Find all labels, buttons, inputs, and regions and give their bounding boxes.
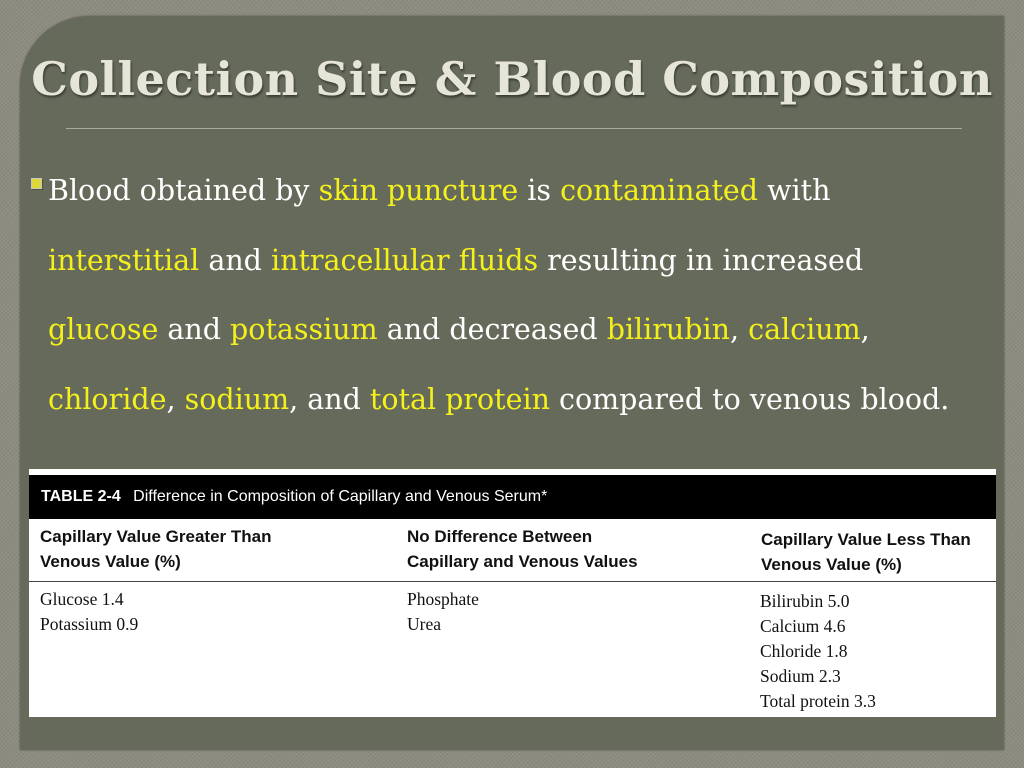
table-caption: Difference in Composition of Capillary and Venous Serum* [133, 488, 548, 505]
list-item: Glucose 1.4 [40, 589, 124, 609]
highlighted-term: bilirubin [606, 313, 730, 346]
list-item: Bilirubin 5.0 [760, 591, 850, 611]
column-list-greater [40, 587, 138, 637]
paragraph-text: compared to venous blood. [549, 382, 950, 416]
highlighted-term: interstitial [48, 243, 200, 277]
highlighted-term: sodium [184, 382, 290, 416]
list-item: Sodium 2.3 [760, 666, 841, 686]
paragraph-text: Blood obtained by [48, 174, 319, 207]
paragraph-text: and [158, 313, 231, 346]
square-bullet-icon [31, 178, 42, 189]
list-item: Chloride 1.8 [760, 641, 848, 661]
highlighted-term: chloride [48, 382, 167, 416]
paragraph-text: and decreased [377, 313, 607, 346]
paragraph-text: , [730, 313, 749, 346]
highlighted-term: potassium [230, 313, 378, 346]
paragraph-text: is [518, 174, 561, 207]
column-header-line: Capillary Value Less Than [761, 530, 971, 549]
column-header-less [761, 527, 971, 577]
highlighted-term: contaminated [560, 174, 759, 207]
list-item: Potassium 0.9 [40, 614, 139, 634]
composition-table [29, 469, 996, 717]
list-item: Total protein 3.3 [760, 691, 876, 711]
paragraph-text: , [860, 313, 870, 346]
list-item: Urea [407, 614, 442, 634]
column-header-line: Venous Value (%) [40, 552, 181, 571]
table-label: TABLE 2-4 [41, 488, 121, 505]
table-caption-bar [29, 475, 996, 519]
column-list-no-difference [407, 587, 479, 637]
highlighted-term: total protein [369, 382, 550, 416]
paragraph-line-4 [48, 365, 1008, 435]
body-paragraph [48, 156, 1008, 434]
paragraph-text: and [199, 243, 271, 277]
paragraph-line-1 [48, 156, 1008, 226]
list-item: Calcium 4.6 [760, 616, 846, 636]
column-header-line: Venous Value (%) [761, 555, 902, 574]
table-header-divider [29, 581, 996, 582]
column-header-greater [40, 524, 271, 574]
highlighted-term: intracellular fluids [271, 243, 539, 277]
column-header-line: No Difference Between [407, 527, 593, 546]
highlighted-term: calcium [748, 313, 861, 346]
column-header-line: Capillary and Venous Values [407, 552, 638, 571]
highlighted-term: glucose [48, 313, 159, 346]
paragraph-text: resulting in increased [538, 243, 864, 277]
paragraph-line-2 [48, 226, 1008, 296]
paragraph-text: , and [289, 382, 370, 416]
paragraph-text: with [758, 174, 831, 207]
column-header-no-difference [407, 524, 638, 574]
column-list-less [760, 589, 876, 714]
title-divider [66, 128, 962, 129]
column-header-line: Capillary Value Greater Than [40, 527, 272, 546]
paragraph-line-3 [48, 295, 1008, 365]
highlighted-term: skin puncture [318, 174, 519, 207]
paragraph-text: , [166, 382, 185, 416]
list-item: Phosphate [407, 589, 479, 609]
slide-title: Collection Site & Blood Composition [31, 52, 993, 106]
